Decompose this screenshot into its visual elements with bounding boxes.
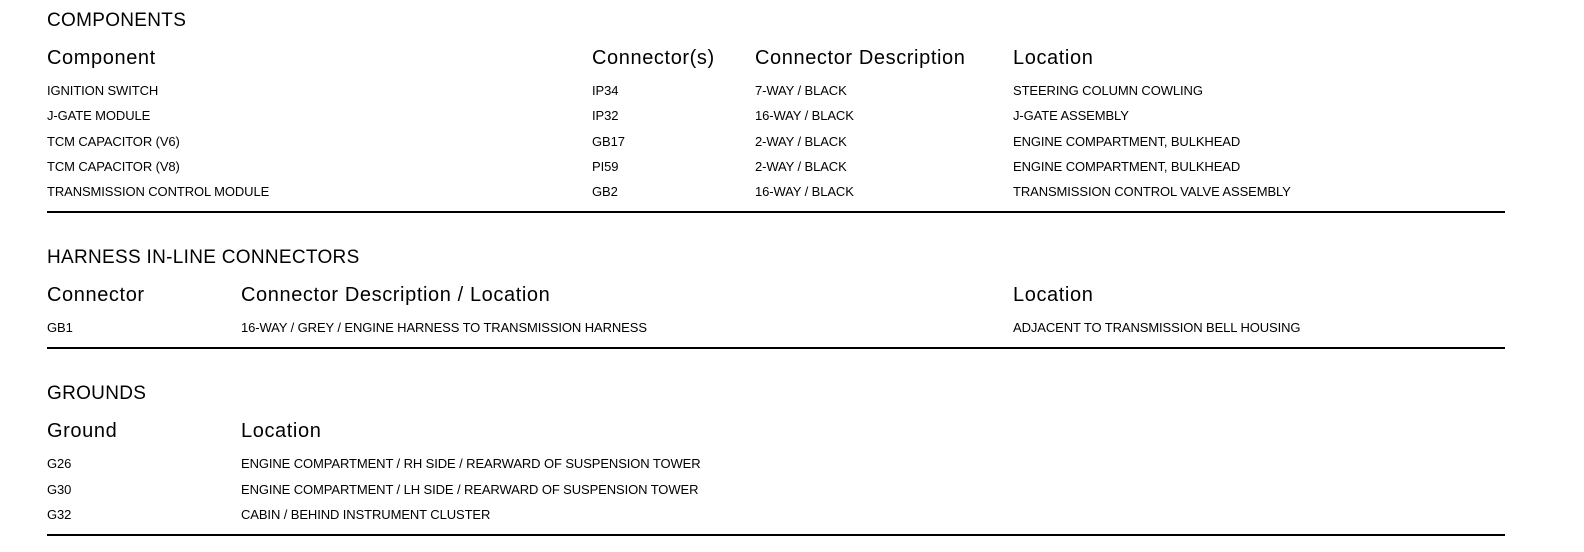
- ground-id: G30: [47, 482, 72, 497]
- harness-title: HARNESS IN-LINE CONNECTORS: [47, 247, 360, 268]
- component-connector: GB17: [592, 134, 625, 149]
- component-name: IGNITION SWITCH: [47, 83, 159, 98]
- component-connector: GB2: [592, 184, 618, 199]
- header-connector: Connector: [47, 284, 145, 306]
- header-connectors: Connector(s): [592, 47, 715, 69]
- component-location: TRANSMISSION CONTROL VALVE ASSEMBLY: [1013, 184, 1291, 199]
- header-component: Component: [47, 47, 156, 69]
- ground-id: G26: [47, 456, 72, 471]
- header-location: Location: [241, 420, 322, 442]
- component-description: 16-WAY / BLACK: [755, 184, 854, 199]
- harness-connector: GB1: [47, 320, 73, 335]
- header-connector-description: Connector Description: [755, 47, 966, 69]
- component-connector: IP34: [592, 83, 619, 98]
- ground-location: ENGINE COMPARTMENT / LH SIDE / REARWARD OF SUSPENSION TOWER: [241, 482, 699, 497]
- grounds-title: GROUNDS: [47, 383, 147, 404]
- component-location: STEERING COLUMN COWLING: [1013, 83, 1203, 98]
- component-name: J-GATE MODULE: [47, 108, 151, 123]
- component-name: TCM CAPACITOR (V6): [47, 134, 180, 149]
- ground-location: CABIN / BEHIND INSTRUMENT CLUSTER: [241, 507, 491, 522]
- component-connector: PI59: [592, 159, 619, 174]
- ground-id: G32: [47, 507, 72, 522]
- component-description: 16-WAY / BLACK: [755, 108, 854, 123]
- component-connector: IP32: [592, 108, 619, 123]
- section-divider: [47, 347, 1505, 349]
- section-divider: [47, 211, 1505, 213]
- component-description: 2-WAY / BLACK: [755, 134, 847, 149]
- component-name: TRANSMISSION CONTROL MODULE: [47, 184, 270, 199]
- component-location: ENGINE COMPARTMENT, BULKHEAD: [1013, 159, 1241, 174]
- component-location: J-GATE ASSEMBLY: [1013, 108, 1129, 123]
- harness-description: 16-WAY / GREY / ENGINE HARNESS TO TRANSMISSION HARNESS: [241, 320, 647, 335]
- ground-location: ENGINE COMPARTMENT / RH SIDE / REARWARD OF SUSPENSION TOWER: [241, 456, 701, 471]
- component-location: ENGINE COMPARTMENT, BULKHEAD: [1013, 134, 1241, 149]
- header-ground: Ground: [47, 420, 118, 442]
- header-location: Location: [1013, 47, 1094, 69]
- header-location: Location: [1013, 284, 1094, 306]
- components-title: COMPONENTS: [47, 10, 187, 31]
- component-description: 2-WAY / BLACK: [755, 159, 847, 174]
- component-description: 7-WAY / BLACK: [755, 83, 847, 98]
- harness-location: ADJACENT TO TRANSMISSION BELL HOUSING: [1013, 320, 1301, 335]
- section-divider: [47, 534, 1505, 536]
- header-connector-description-location: Connector Description / Location: [241, 284, 551, 306]
- component-name: TCM CAPACITOR (V8): [47, 159, 180, 174]
